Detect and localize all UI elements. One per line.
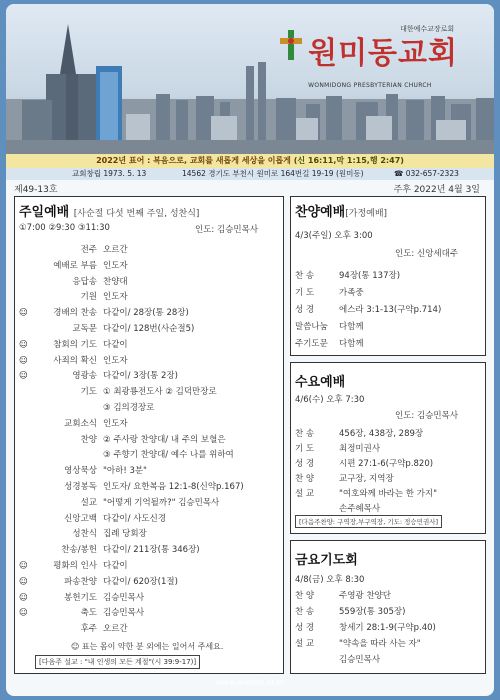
order-label: 찬 양 <box>295 474 315 484</box>
order-value: 다같이/ 128번(사순절5) <box>103 324 195 334</box>
order-value: 김승민목사 <box>339 655 381 665</box>
order-value: 집례 당회장 <box>103 529 147 540</box>
order-label: 성 경 <box>295 305 315 315</box>
order-label: 기 도 <box>295 444 315 454</box>
sunday-order-item <box>19 606 144 618</box>
praise-order-item <box>295 320 364 332</box>
church-info-bar <box>6 168 494 180</box>
order-label: 영상묵상 <box>64 466 97 477</box>
wednesday-order-item <box>295 502 380 514</box>
order-label: 파송찬양 <box>64 576 97 587</box>
order-value: 다같이/ 620장(1절) <box>103 576 178 587</box>
sunday-order-item <box>19 401 154 413</box>
yearly-motto <box>6 154 494 168</box>
order-value: 오르간 <box>103 245 128 255</box>
founded-date: 교회창립 1973. 5. 13 <box>72 169 147 178</box>
friday-order-item <box>295 621 436 633</box>
sunday-worship-box <box>14 196 284 674</box>
motto-verse: (신 16:11,막 1:15,행 2:47) <box>293 156 404 165</box>
bulletin-date: 주후 2022년 4월 3일 <box>393 185 480 195</box>
praise-worship-title: 찬양예배[가정예배] <box>295 205 388 220</box>
order-label: 찬 송 <box>295 607 315 617</box>
order-label: 참회의 기도 <box>53 339 97 350</box>
order-value: 오르간 <box>103 624 128 635</box>
order-label: 신앙고백 <box>64 513 97 524</box>
standing-notice: ☺ 표는 몸이 약한 분 외에는 일어서 주세요. <box>71 642 224 651</box>
order-value: 94장(통 137장) <box>339 271 401 281</box>
sunday-order-item <box>19 338 128 350</box>
denomination-label: 대한예수교장로회 <box>400 25 455 33</box>
order-value: 인도자 <box>103 260 128 271</box>
sunday-order-item <box>19 622 128 634</box>
friday-order-item <box>295 589 391 601</box>
order-label: 응답송 <box>72 276 97 287</box>
wednesday-leader: 인도: 김승민목사 <box>395 411 459 421</box>
order-value: 창세기 28:1-9(구약p.40) <box>339 623 436 633</box>
sunday-order-item <box>19 480 244 492</box>
order-value: "약속을 따라 사는 자" <box>339 639 421 649</box>
order-label: 기도 <box>80 387 97 398</box>
order-value: 다같이/ 3장(통 2장) <box>103 371 178 382</box>
order-label: 평화의 인사 <box>53 561 97 571</box>
order-label: 찬 양 <box>295 591 315 601</box>
order-label: 사죄의 확신 <box>53 355 97 366</box>
sunday-order-item <box>19 433 226 445</box>
order-value: "어떻게 기억될까?" 김승민목사 <box>103 497 220 508</box>
friday-order-item <box>295 653 380 665</box>
church-name: 원미동교회 <box>308 36 458 71</box>
order-label: 경배의 찬송 <box>53 308 97 319</box>
order-value: 다같이/ 사도신경 <box>103 513 167 524</box>
sunday-order-item <box>19 543 200 555</box>
order-label: 설 교 <box>295 639 315 649</box>
sunday-order-item <box>19 464 147 476</box>
sunday-worship-title: 주일예배 [사순절 다섯 번째 주일, 성찬식] <box>19 205 200 220</box>
order-label: 찬송/봉헌 <box>61 545 97 556</box>
praise-order-item <box>295 269 400 281</box>
standing-mark: ☺ <box>19 371 28 382</box>
order-value: "여호와께 바라는 한 가지" <box>339 489 438 499</box>
standing-mark: ☺ <box>19 592 28 603</box>
sunday-order-item <box>19 575 178 587</box>
sunday-order-item <box>19 259 128 271</box>
order-label: 성 경 <box>295 459 315 469</box>
sunday-leader: 인도: 김승민목사 <box>195 225 259 235</box>
order-label: 성 경 <box>295 623 315 633</box>
order-value: 시편 27:1-6(구약p.820) <box>339 459 434 469</box>
sunday-order-item <box>19 448 234 460</box>
praise-worship-subtitle: [가정예배] <box>345 209 388 219</box>
order-value: 인도자 <box>103 418 128 429</box>
sunday-order-item <box>19 512 166 524</box>
order-label: 기원 <box>80 292 97 303</box>
order-label: 교회소식 <box>64 418 97 429</box>
church-name-english: WONMIDONG PRESBYTERIAN CHURCH <box>308 82 432 89</box>
church-logo <box>308 22 458 91</box>
sunday-order-item <box>19 290 128 302</box>
standing-mark: ☺ <box>19 355 28 366</box>
order-value: 찬양대 <box>103 276 128 287</box>
order-value: 최정미권사 <box>339 444 381 454</box>
wednesday-next-notice: [다음주찬양: 구역장,부구역장, 기도: 정승민권사] <box>295 515 442 528</box>
order-label: 축도 <box>80 608 97 619</box>
order-label: 교독문 <box>72 324 97 334</box>
order-value: 다함께 <box>339 322 364 332</box>
order-value: 다같이 <box>103 339 128 350</box>
praise-when: 4/3(주일) 오후 3:00 <box>295 231 373 241</box>
wednesday-when: 4/6(수) 오후 7:30 <box>295 395 365 405</box>
wednesday-worship-box <box>290 362 486 534</box>
standing-mark: ☺ <box>19 308 28 319</box>
website-url: www.wonmi.or.kr <box>215 678 285 687</box>
wednesday-order-item <box>295 427 423 439</box>
order-value: 김승민목사 <box>103 608 145 619</box>
praise-worship-box <box>290 196 486 356</box>
order-label: 찬 송 <box>295 271 315 281</box>
order-label: 찬양 <box>80 434 97 445</box>
friday-prayer-box <box>290 540 486 674</box>
order-label: 설 교 <box>295 489 315 499</box>
header-banner <box>6 4 494 154</box>
service-times: ①7:00 ②9:30 ③11:30 <box>19 223 110 233</box>
next-sermon-notice: [다음주 설교 : "내 인생의 모든 계절"(시 39:9-17)] <box>35 655 200 669</box>
order-label: 봉헌기도 <box>64 592 97 603</box>
order-label: 예배로 부름 <box>53 260 97 271</box>
church-phone: ☎ 032-657-2323 <box>394 169 459 178</box>
wednesday-order-item <box>295 487 437 499</box>
praise-order-item <box>295 286 364 298</box>
order-label: 후주 <box>80 624 97 635</box>
issue-number: 제49-13호 <box>14 185 58 195</box>
cross-logo-icon <box>278 28 304 62</box>
wednesday-worship-title: 수요예배 <box>295 375 346 390</box>
order-value: 인도자 <box>103 292 128 303</box>
order-value: 559장(통 305장) <box>339 607 406 617</box>
order-label: 영광송 <box>72 371 97 382</box>
order-label: 기 도 <box>295 288 315 298</box>
sunday-order-item <box>19 417 128 429</box>
sunday-order-item <box>19 385 217 397</box>
standing-mark: ☺ <box>19 561 28 571</box>
praise-order-item <box>295 303 441 315</box>
order-value: 교구장, 지역장 <box>339 474 394 484</box>
order-value: 에스라 3:1-13(구약p.714) <box>339 305 442 315</box>
sunday-order-item <box>19 527 147 539</box>
order-value: 가족중 <box>339 288 364 298</box>
sunday-order-item <box>19 354 128 366</box>
order-value: ③ 주향기 찬양대/ 예수 나를 위하여 <box>103 450 234 461</box>
sunday-order-item <box>19 322 194 334</box>
order-value: 손주혜목사 <box>339 504 381 514</box>
order-value: ③ 김의경장로 <box>103 403 155 413</box>
praise-order-item <box>295 337 364 349</box>
sunday-worship-subtitle: [사순절 다섯 번째 주일, 성찬식] <box>73 209 200 219</box>
order-value: "아하! 3분" <box>103 466 147 477</box>
church-address: 14562 경기도 부천시 원미로 164번길 19-19 (원미동) <box>182 169 364 178</box>
standing-mark: ☺ <box>19 339 28 350</box>
sunday-order-item <box>19 275 128 287</box>
order-value: 다같이/ 28장(통 28장) <box>103 308 189 319</box>
bulletin-page <box>6 4 494 696</box>
sunday-order-item <box>19 559 128 571</box>
sunday-order-item <box>19 591 144 603</box>
sunday-order-item <box>19 496 219 508</box>
order-value: 다같이/ 211장(통 346장) <box>103 545 200 556</box>
order-value: ① 최광룡전도사 ② 김덕만장로 <box>103 387 217 398</box>
friday-order-item <box>295 637 421 649</box>
friday-prayer-title: 금요기도회 <box>295 553 358 568</box>
sunday-order-item <box>19 306 189 318</box>
friday-order-item <box>295 605 405 617</box>
wednesday-order-item <box>295 472 394 484</box>
sunday-order-item <box>19 369 178 381</box>
friday-when: 4/8(금) 오후 8:30 <box>295 575 365 585</box>
order-value: 주영광 찬양단 <box>339 591 391 601</box>
order-value: 김승민목사 <box>103 592 145 603</box>
order-label: 말씀나눔 <box>295 322 328 332</box>
order-label: 성찬식 <box>72 529 97 540</box>
wednesday-order-item <box>295 442 380 454</box>
order-label: 설교 <box>80 497 97 508</box>
motto-text: 2022년 표어 : 복음으로, 교회를 새롭게 세상을 이롭게 <box>96 156 291 165</box>
praise-leader: 인도: 신앙세대주 <box>395 249 459 259</box>
standing-mark: ☺ <box>19 608 28 619</box>
order-value: ② 주사랑 찬양대/ 내 주의 보혈은 <box>103 434 226 445</box>
order-label: 주기도문 <box>295 339 328 349</box>
standing-mark: ☺ <box>19 576 28 587</box>
order-value: 인도자 <box>103 355 128 366</box>
order-value: 456장, 438장, 289장 <box>339 429 424 439</box>
order-label: 찬 송 <box>295 429 315 439</box>
sunday-order-item <box>19 243 128 255</box>
order-label: 성경봉독 <box>64 482 97 492</box>
order-label: 전주 <box>80 245 97 255</box>
order-value: 다함께 <box>339 339 364 349</box>
order-value: 인도자/ 요한복음 12:1-8(신약p.167) <box>103 482 244 492</box>
order-value: 다같이 <box>103 561 128 571</box>
wednesday-order-item <box>295 457 433 469</box>
